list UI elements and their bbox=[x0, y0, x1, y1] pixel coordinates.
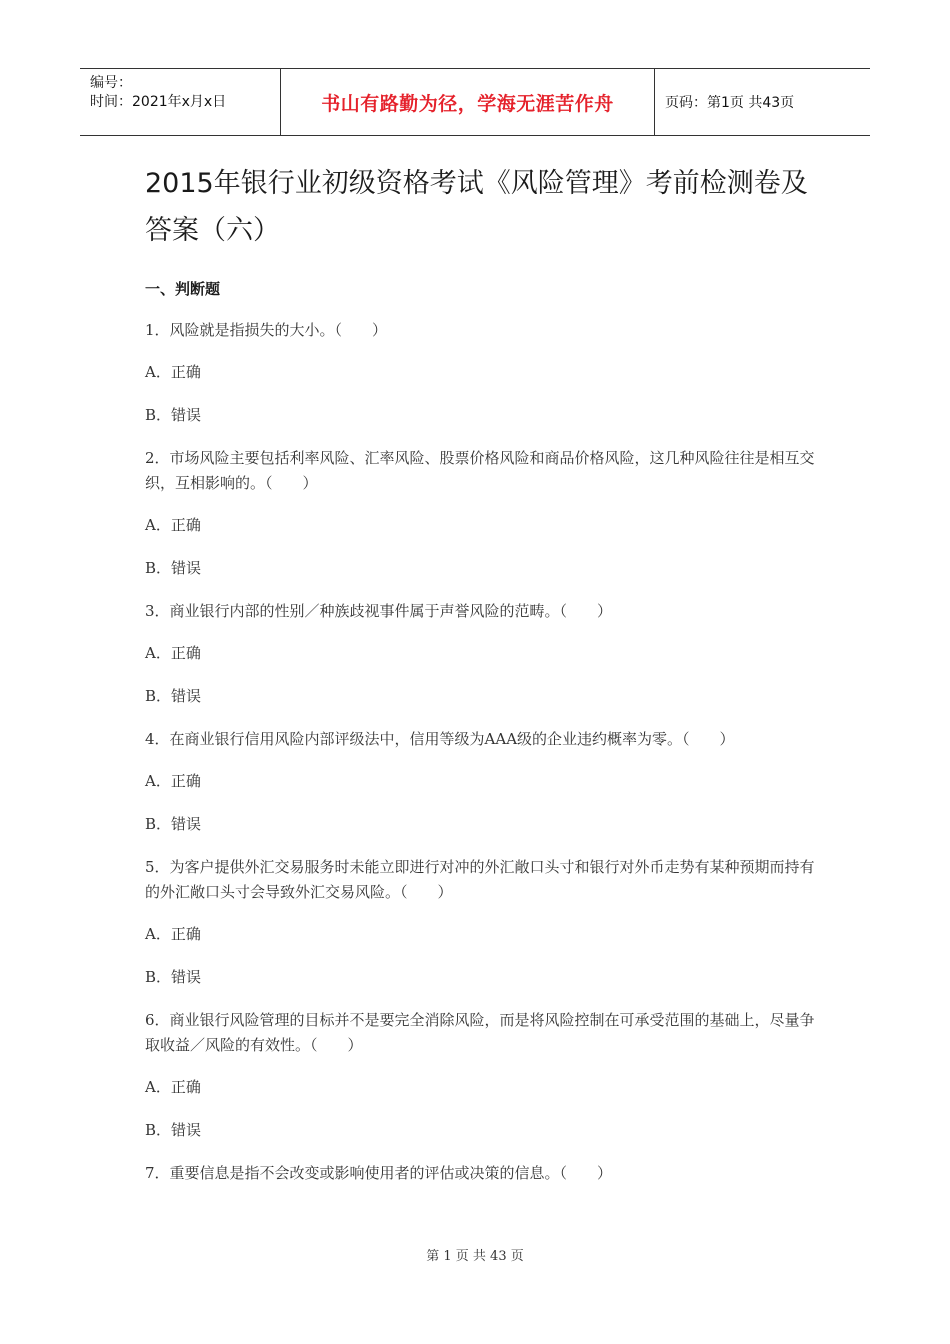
question-stem: 5．为客户提供外汇交易服务时未能立即进行对冲的外汇敞口头寸和银行对外币走势有某种预期而持有的外汇敞口头寸会导致外汇交易风险。（ ） bbox=[145, 858, 815, 901]
header-page-info-cell bbox=[655, 69, 870, 135]
document-header bbox=[80, 68, 870, 136]
date-label: 时间：2021年x月x日 bbox=[90, 94, 227, 110]
question-stem: 3．商业银行内部的性别／种族歧视事件属于声誉风险的范畴。（ ） bbox=[145, 602, 613, 620]
document-title: 2015年银行业初级资格考试《风险管理》考前检测卷及答案（六） bbox=[145, 168, 808, 246]
option-b: B．错误 bbox=[145, 815, 202, 833]
serial-number-label: 编号： bbox=[90, 75, 132, 91]
option-b: B．错误 bbox=[145, 559, 202, 577]
question-item bbox=[145, 1161, 815, 1186]
header-page-info: 页码：第1页 共43页 bbox=[665, 95, 795, 111]
option-b: B．错误 bbox=[145, 687, 202, 705]
question-item bbox=[145, 318, 815, 428]
option-a: A．正确 bbox=[145, 644, 201, 662]
question-stem: 7．重要信息是指不会改变或影响使用者的评估或决策的信息。（ ） bbox=[145, 1164, 613, 1182]
section-title: 一、判断题 bbox=[145, 280, 221, 298]
question-item bbox=[145, 727, 815, 837]
option-a: A．正确 bbox=[145, 772, 201, 790]
option-a: A．正确 bbox=[145, 516, 201, 534]
question-stem: 2．市场风险主要包括利率风险、汇率风险、股票价格风险和商品价格风险，这几种风险往往是相互交织，互相影响的。（ ） bbox=[145, 449, 815, 492]
question-item bbox=[145, 855, 815, 990]
option-a: A．正确 bbox=[145, 925, 201, 943]
question-stem: 1．风险就是指损失的大小。（ ） bbox=[145, 321, 388, 339]
question-stem: 6．商业银行风险管理的目标并不是要完全消除风险，而是将风险控制在可承受范围的基础上，尽量争取收益／风险的有效性。（ ） bbox=[145, 1011, 815, 1054]
question-stem: 4．在商业银行信用风险内部评级法中，信用等级为AAA级的企业违约概率为零。（ ） bbox=[145, 730, 735, 748]
option-a: A．正确 bbox=[145, 1078, 201, 1096]
header-motto-cell bbox=[281, 69, 655, 135]
header-motto: 书山有路勤为径，学海无涯苦作舟 bbox=[321, 92, 614, 115]
page-footer: 第 1 页 共 43 页 bbox=[426, 1249, 524, 1264]
header-meta bbox=[80, 69, 281, 135]
option-a: A．正确 bbox=[145, 363, 201, 381]
question-list bbox=[145, 318, 815, 1203]
option-b: B．错误 bbox=[145, 1121, 202, 1139]
question-item bbox=[145, 599, 815, 709]
option-b: B．错误 bbox=[145, 406, 202, 424]
option-b: B．错误 bbox=[145, 968, 202, 986]
question-item bbox=[145, 446, 815, 581]
question-item bbox=[145, 1008, 815, 1143]
